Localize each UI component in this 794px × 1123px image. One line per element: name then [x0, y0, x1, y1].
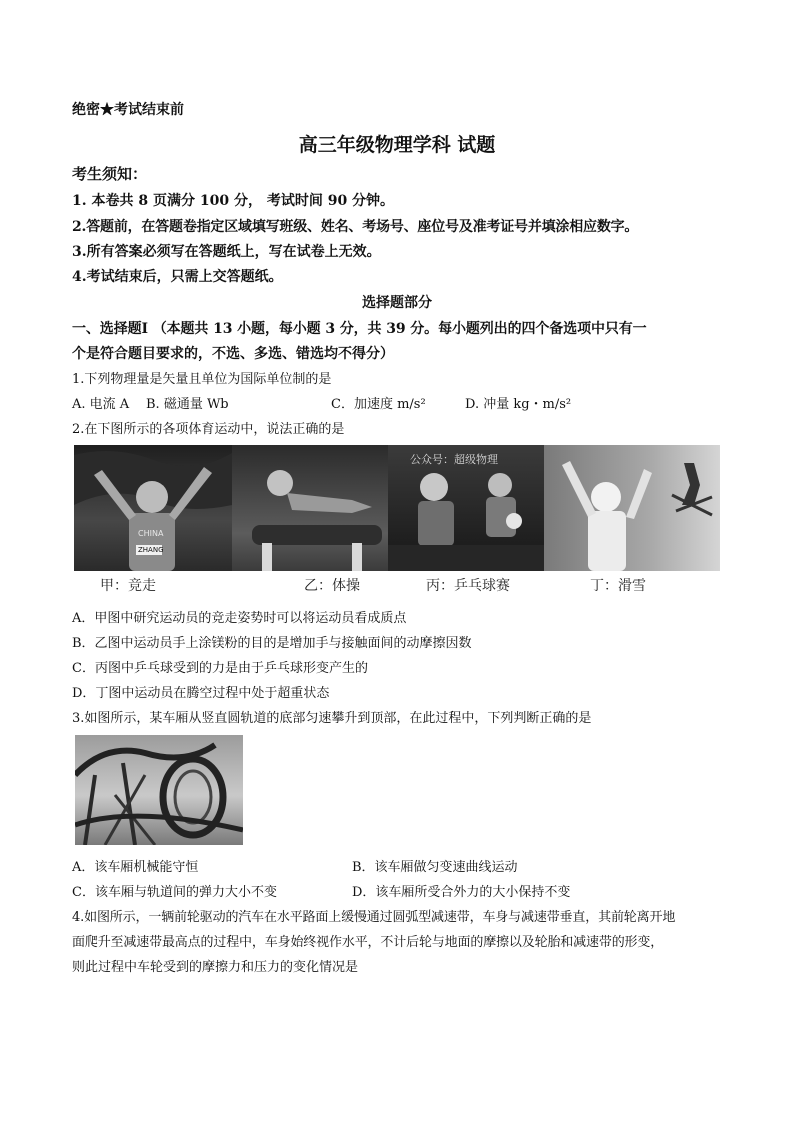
option-a: A. 电流 A [72, 397, 130, 412]
jersey-text: CHINA [138, 529, 164, 538]
notice-item: 2.答题前，在答题卷指定区域填写班级、姓名、考场号、座位号及准考证号并填涂相应数字。 [72, 219, 639, 235]
question-stem: 则此过程中车轮受到的摩擦力和压力的变化情况是 [72, 960, 359, 975]
option-d: D．丁图中运动员在腾空过程中处于超重状态 [72, 686, 330, 701]
option-c: C．丙图中乒乓球受到的力是由于乒乓球形变产生的 [72, 661, 368, 676]
page-title: 高三年级物理学科 试题 [298, 134, 496, 156]
question-stem: 2.在下图所示的各项体育运动中，说法正确的是 [72, 422, 345, 437]
notice-item: 1. 本卷共 8 页满分 100 分， 考试时间 90 分钟。 [72, 193, 395, 209]
table-tennis-photo [388, 445, 544, 571]
part-title: 选择题部分 [362, 295, 432, 311]
bib-text: ZHANG [138, 546, 164, 554]
sports-photo-strip [74, 445, 720, 603]
photo-caption: 丁：滑雪 [590, 578, 646, 594]
secrecy-mark: 绝密★考试结束前 [72, 102, 184, 118]
option-d: D．该车厢所受合外力的大小保持不变 [352, 885, 571, 900]
aerial-skier-photo [544, 445, 720, 571]
question-stem: 3.如图所示，某车厢从竖直圆轨道的底部匀速攀升到顶部，在此过程中，下列判断正确的是 [72, 711, 592, 726]
question-stem: 1.下列物理量是矢量且单位为国际单位制的是 [72, 372, 332, 387]
question-stem: 4.如图所示，一辆前轮驱动的汽车在水平路面上缓慢通过圆弧型减速带，车身与减速带垂直，其前轮离开地 [72, 910, 676, 925]
photo-caption: 丙：乒乓球赛 [426, 578, 510, 594]
photo-caption: 乙：体操 [304, 578, 360, 594]
watermark-text: 公众号：超级物理 [410, 453, 498, 466]
option-a: A．该车厢机械能守恒 [72, 860, 199, 875]
notice-heading: 考生须知： [72, 165, 148, 183]
option-b: B．该车厢做匀变速曲线运动 [352, 860, 518, 875]
gymnast-photo [232, 445, 388, 571]
roller-coaster-photo [75, 735, 243, 845]
notice-item: 3.所有答案必须写在答题纸上，写在试卷上无效。 [72, 244, 381, 260]
option-c: C．该车厢与轨道间的弹力大小不变 [72, 885, 277, 900]
notice-item: 4.考试结束后，只需上交答题纸。 [72, 269, 283, 285]
option-a: A．甲图中研究运动员的竞走姿势时可以将运动员看成质点 [72, 611, 407, 626]
option-d: D. 冲量 kg・m/s² [465, 397, 572, 412]
photo-caption: 甲：竞走 [100, 578, 156, 594]
section-instructions: 个是符合题目要求的，不选、多选、错选均不得分） [72, 346, 394, 362]
race-walker-photo [74, 445, 232, 571]
section-instructions: 一、选择题Ⅰ （本题共 13 小题，每小题 3 分，共 39 分。每小题列出的四个备选项中只有一 [72, 321, 647, 337]
question-stem: 面爬升至减速带最高点的过程中，车身始终视作水平，不计后轮与地面的摩擦以及轮胎和减速带的形变， [72, 935, 664, 950]
option-c: C．加速度 m/s² [331, 397, 426, 412]
option-b: B．乙图中运动员手上涂镁粉的目的是增加手与接触面间的动摩擦因数 [72, 636, 472, 651]
option-b: B. 磁通量 Wb [146, 397, 229, 412]
